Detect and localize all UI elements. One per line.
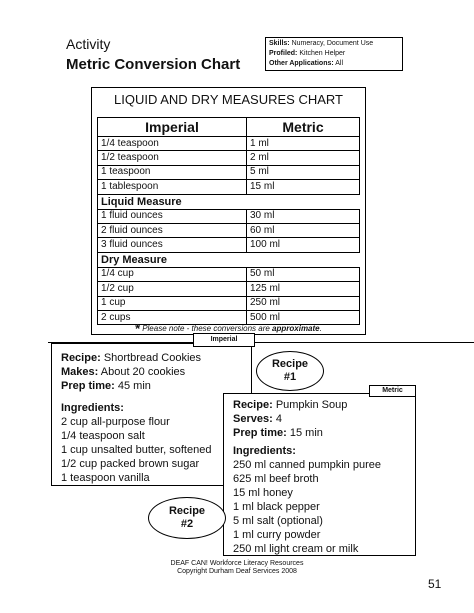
footer [0,560,474,576]
makes-label: Makes: [61,366,99,378]
skills-label: Skills: [269,40,290,47]
table-row [98,151,360,165]
other-applications-label: Other Applications: [269,60,334,67]
section-row-liquid [98,194,360,209]
serves-label: Serves: [233,413,273,425]
list-item: 1 cup unsalted butter, softened [61,444,212,456]
list-item: 625 ml beef broth [233,473,319,485]
imperial-cell: 1/4 teaspoon [98,137,247,151]
profiled-value: Kitchen Helper [299,50,346,57]
bubble-number: #2 [180,518,194,530]
imperial-cell: 1/2 cup [98,282,247,296]
metric-cell: 1 ml [247,137,360,151]
page-number: 51 [428,577,442,591]
ingredients-heading: Ingredients: [61,402,124,414]
footer-line-2: Copyright Durham Deaf Services 2008 [177,568,297,575]
ingredients-heading: Ingredients: [233,445,296,457]
imperial-tag: Imperial [193,333,255,347]
metric-cell: 100 ml [247,238,360,252]
asterisk-icon: * [135,321,141,336]
footer-line-1: DEAF CAN! Workforce Literacy Resources [170,560,304,567]
serves-value: 4 [275,413,282,425]
metric-cell: 30 ml [247,209,360,223]
table-row [98,165,360,179]
list-item: 1/4 teaspoon salt [61,430,145,442]
table-row [98,137,360,151]
prep-time-label: Prep time: [233,427,287,439]
metric-column-header: Metric [247,118,360,137]
chart-heading: LIQUID AND DRY MEASURES CHART [114,92,343,107]
metric-cell: 50 ml [247,267,360,281]
imperial-cell: 1/2 teaspoon [98,151,247,165]
profiled-label: Profiled: [269,50,298,57]
activity-label: Activity [66,36,111,52]
metric-cell: 60 ml [247,223,360,237]
metric-cell: 2 ml [247,151,360,165]
list-item: 5 ml salt (optional) [233,515,323,527]
section-row-dry [98,252,360,267]
imperial-cell: 2 cups [98,310,247,324]
list-item: 250 ml canned pumpkin puree [233,459,381,471]
prep-time-label: Prep time: [61,380,115,392]
skills-value: Numeracy, Document Use [291,40,374,47]
recipe-card-2 [223,393,416,556]
table-row [98,282,360,296]
bubble-label: Recipe [271,358,309,370]
recipe-label: Recipe: [61,352,101,364]
imperial-cell: 1 teaspoon [98,165,247,179]
metric-cell: 15 ml [247,180,360,194]
skills-box [265,37,403,71]
list-item: 1 ml black pepper [233,501,320,513]
list-item: 1 ml curry powder [233,529,321,541]
recipe-2-bubble [148,497,226,539]
note-end: . [319,324,322,333]
prep-time-value: 45 min [117,380,151,392]
table-row [98,238,360,252]
metric-cell: 125 ml [247,282,360,296]
metric-cell: 500 ml [247,310,360,324]
dry-measure-heading: Dry Measure [98,252,360,267]
conversion-table [97,117,360,325]
list-item: 1 teaspoon vanilla [61,472,150,484]
list-item: 1/2 cup packed brown sugar [61,458,200,470]
imperial-cell: 3 fluid ounces [98,238,247,252]
list-item: 2 cup all-purpose flour [61,416,170,428]
liquid-measure-heading: Liquid Measure [98,194,360,209]
measures-chart [91,87,366,335]
list-item: 15 ml honey [233,487,293,499]
metric-cell: 5 ml [247,165,360,179]
metric-cell: 250 ml [247,296,360,310]
imperial-cell: 1/4 cup [98,267,247,281]
table-row [98,209,360,223]
bubble-number: #1 [283,371,297,383]
makes-value: About 20 cookies [100,366,186,378]
table-row [98,180,360,194]
table-header-row [98,118,360,137]
prep-time-value: 15 min [289,427,323,439]
recipe-name: Pumpkin Soup [275,399,348,411]
table-row [98,223,360,237]
imperial-cell: 1 tablespoon [98,180,247,194]
list-item: 250 ml light cream or milk [233,543,359,555]
note-emphasis: approximate [272,324,320,333]
other-applications-value: All [335,60,344,67]
table-row [98,267,360,281]
recipe-label: Recipe: [233,399,273,411]
recipe-name: Shortbread Cookies [103,352,202,364]
recipe-card-1 [51,343,252,486]
bubble-label: Recipe [168,505,206,517]
recipe-1-bubble [256,351,324,391]
imperial-cell: 1 cup [98,296,247,310]
imperial-cell: 2 fluid ounces [98,223,247,237]
metric-tag: Metric [369,385,416,397]
imperial-column-header: Imperial [98,118,247,137]
table-row [98,296,360,310]
note-text: Please note - these conversions are [142,324,273,333]
page-title: Metric Conversion Chart [66,56,241,73]
imperial-cell: 1 fluid ounces [98,209,247,223]
